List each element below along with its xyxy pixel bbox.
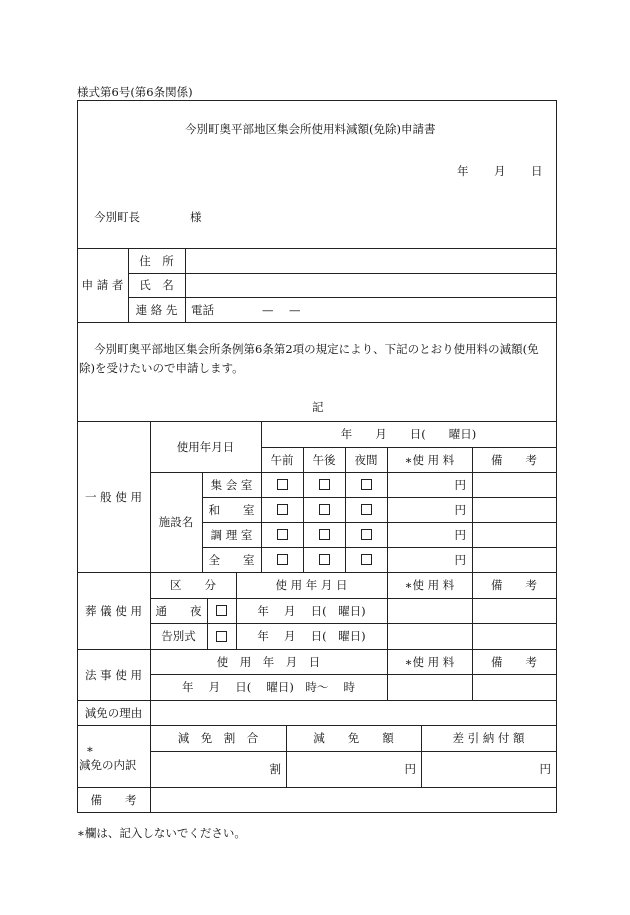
room-assembly: 集 会 室 [210, 477, 253, 492]
reduction-reason-field[interactable] [152, 700, 555, 725]
fee-yen: 円 [454, 527, 466, 542]
funeral-ceremony-date[interactable]: 年 月 日( 曜日) [257, 629, 366, 643]
form-reference: 様式第6号(第6条関係) [77, 85, 193, 99]
general-use-label: 一 般 使 用 [85, 489, 142, 504]
col-afternoon: 午後 [312, 452, 336, 467]
statement-line-1: 今別町奥平部地区集会所条例第6条第2項の規定により、下記のとおり使用料の減額(免 [94, 342, 539, 356]
general-date-value[interactable]: 年 月 日( 曜日) [340, 427, 477, 441]
checkbox[interactable] [345, 522, 387, 547]
checkbox[interactable] [207, 598, 236, 623]
fee-yen: 円 [454, 477, 466, 492]
remarks-field[interactable] [152, 787, 555, 812]
addressee: 今別町長 [94, 210, 140, 224]
fee-yen: 円 [454, 552, 466, 567]
address-field[interactable] [187, 248, 555, 273]
form-title: 今別町奥平部地区集会所使用料減額(免除)申請書 [185, 122, 436, 136]
memorial-date-value[interactable]: 年 月 日( 曜日) 時〜 時 [181, 680, 356, 694]
checkbox[interactable] [261, 522, 303, 547]
funeral-use-label: 葬 儀 使 用 [85, 603, 142, 618]
memorial-date-label: 使 用 年 月 日 [216, 654, 321, 669]
contact-label: 連 絡 先 [135, 302, 178, 317]
checkbox[interactable] [261, 547, 303, 572]
funeral-wake-label: 通 夜 [155, 603, 202, 618]
general-fee-label: ∗使 用 料 [404, 452, 455, 467]
checkbox[interactable] [345, 497, 387, 522]
funeral-date-label: 使 用 年 月 日 [275, 578, 348, 592]
room-all: 全 室 [208, 552, 255, 567]
reduction-rate-label: 減 免 割 合 [177, 731, 259, 745]
room-japanese: 和 室 [208, 502, 255, 517]
net-payment-unit: 円 [539, 762, 551, 776]
general-remarks-label: 備 考 [491, 452, 537, 467]
name-label: 氏 名 [139, 278, 174, 292]
date-day: 日 [531, 164, 543, 178]
date-month: 月 [494, 164, 506, 178]
checkbox[interactable] [261, 472, 303, 497]
general-date-label: 使用年月日 [176, 439, 235, 454]
funeral-fee-label: ∗使 用 料 [404, 578, 455, 592]
facility-label: 施設名 [158, 515, 194, 529]
addressee-honorific: 様 [190, 210, 202, 224]
room-kitchen: 調 理 室 [210, 527, 253, 542]
checkbox[interactable] [303, 522, 345, 547]
checkbox[interactable] [303, 497, 345, 522]
date-year: 年 [457, 164, 469, 178]
fee-yen: 円 [454, 502, 466, 517]
checkbox[interactable] [303, 547, 345, 572]
funeral-kind-label: 区 分 [170, 578, 216, 592]
funeral-ceremony-label: 告別式 [161, 629, 196, 643]
checkbox[interactable] [207, 623, 236, 649]
memorial-fee-label: ∗使 用 料 [404, 654, 455, 669]
memorial-remarks-label: 備 考 [491, 654, 537, 669]
checkbox[interactable] [345, 547, 387, 572]
applicant-label: 申 請 者 [81, 278, 124, 292]
checkbox[interactable] [261, 497, 303, 522]
col-evening: 夜間 [354, 452, 378, 467]
footnote: ∗欄は、記入しないでください。 [77, 826, 246, 840]
checkbox[interactable] [345, 472, 387, 497]
statement-line-2: 除)を受けたいので申請します。 [79, 361, 244, 375]
reduction-amount-unit: 円 [404, 762, 416, 776]
reduction-rate-unit: 割 [269, 762, 281, 776]
net-payment-label: 差 引 納 付 額 [452, 731, 525, 745]
address-label: 住 所 [139, 253, 174, 268]
memorial-use-label: 法 事 使 用 [85, 667, 142, 682]
name-field[interactable] [187, 273, 555, 297]
funeral-wake-date[interactable]: 年 月 日( 曜日) [257, 603, 366, 618]
reduction-amount-label: 減 免 額 [313, 731, 394, 745]
funeral-remarks-label: 備 考 [491, 578, 537, 592]
ki-heading: 記 [312, 400, 324, 414]
checkbox[interactable] [303, 472, 345, 497]
remarks-label: 備 考 [90, 792, 137, 807]
col-morning: 午前 [270, 452, 294, 467]
reduction-reason-label: 減免の理由 [84, 705, 143, 720]
reduction-star: ∗ [86, 742, 94, 756]
phone-label: 電話 [191, 302, 214, 317]
reduction-detail-label: 減免の内訳 [79, 758, 137, 772]
phone-field[interactable]: — — [262, 302, 303, 317]
